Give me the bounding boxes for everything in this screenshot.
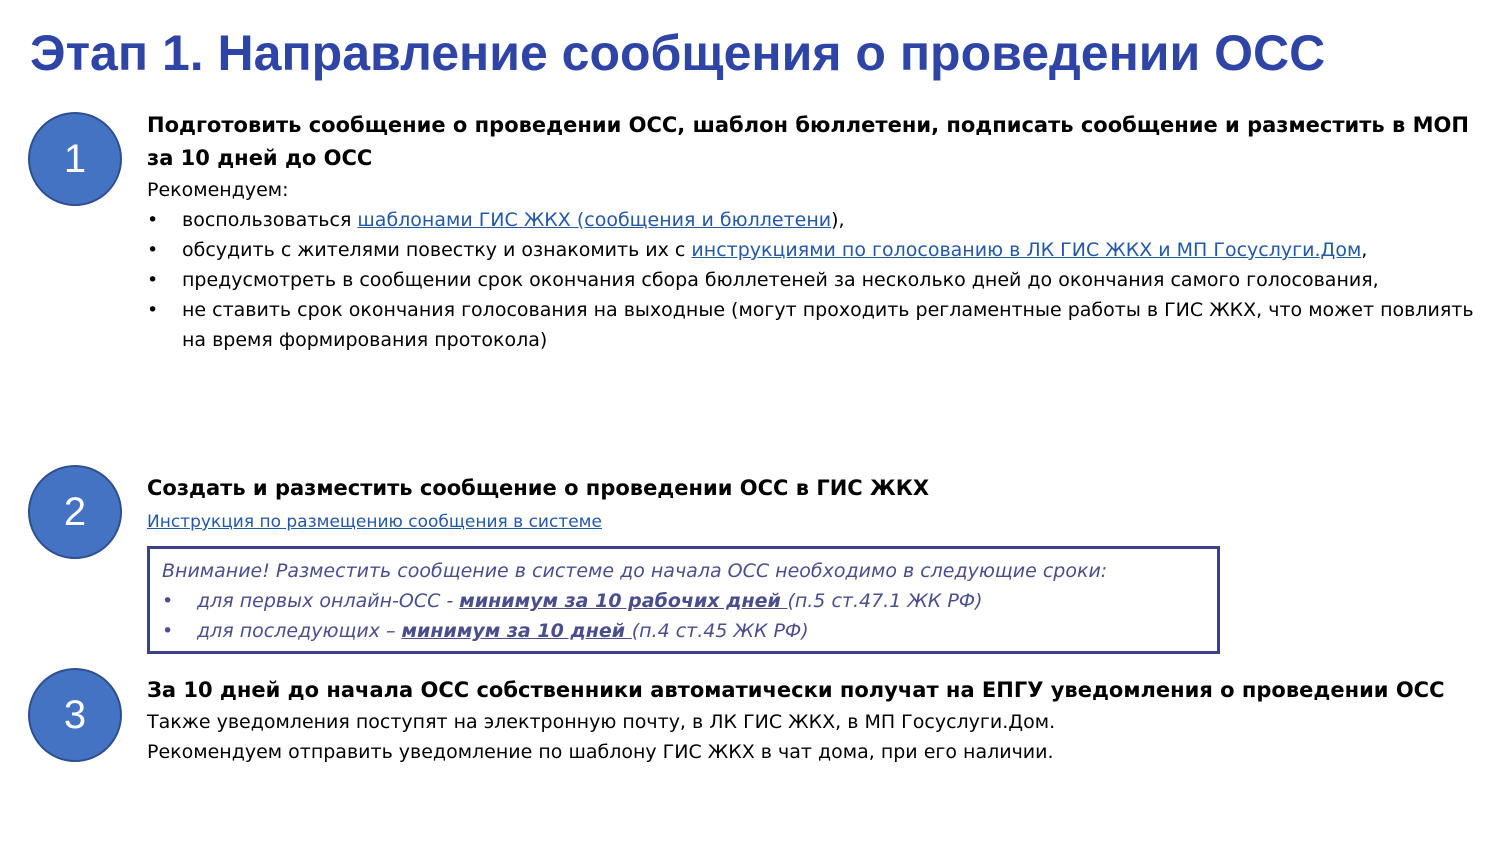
notice-title: Внимание! Разместить сообщение в системе до начала ОСС необходимо в следующие сроки: xyxy=(162,560,1108,582)
notice-item xyxy=(162,586,1205,616)
step-1-recommend: Рекомендуем: xyxy=(147,179,289,201)
list-item xyxy=(147,235,1482,265)
list-item: • не ставить срок окончания голосования на выходные (могут проходить регламентные работы в ГИС ЖКХ, что может повлиять на время формирования протокола) xyxy=(147,295,1482,355)
step-3 xyxy=(147,674,1482,767)
step-number-1: 1 xyxy=(28,112,122,206)
step-number-2: 2 xyxy=(28,465,122,559)
notice-box xyxy=(147,546,1220,654)
step-1 xyxy=(147,109,1482,355)
step-1-heading: Подготовить сообщение о проведении ОСС, шаблон бюллетени, подписать сообщение и разместить в МОП за 10 дней до ОСС xyxy=(147,113,1469,170)
posting-instruction-link[interactable]: Инструкция по размещению сообщения в системе xyxy=(147,512,602,532)
list-item xyxy=(147,205,1482,235)
page-title: Этап 1. Направление сообщения о проведении ОСС xyxy=(30,25,1326,81)
bullet-text: воспользоваться xyxy=(182,209,358,231)
list-item: • предусмотреть в сообщении срок окончания сбора бюллетеней за несколько дней до окончания самого голосования, xyxy=(147,265,1482,295)
notice-text: для последующих – xyxy=(197,620,402,642)
step-2 xyxy=(147,472,1482,535)
step-number-3: 3 xyxy=(28,668,122,762)
notice-emphasis: минимум за 10 дней xyxy=(401,620,632,642)
templates-link[interactable]: шаблонами ГИС ЖКХ (сообщения и бюллетени xyxy=(357,209,832,231)
notice-text: для первых онлайн-ОСС - xyxy=(197,590,460,612)
notice-ref: (п.5 ст.47.1 ЖК РФ) xyxy=(787,590,983,612)
bullet-text: обсудить с жителями повестку и ознакомить их с xyxy=(182,239,692,261)
step-2-heading: Создать и разместить сообщение о проведении ОСС в ГИС ЖКХ xyxy=(147,476,930,500)
step-1-bullets xyxy=(147,205,1482,355)
step-3-line-1: Также уведомления поступят на электронную почту, в ЛК ГИС ЖКХ, в МП Госуслуги.Дом. xyxy=(147,711,1056,733)
voting-instructions-link[interactable]: инструкциями по голосованию в ЛК ГИС ЖКХ и МП Госуслуги.Дом xyxy=(691,239,1362,261)
bullet-text: , xyxy=(1361,239,1368,261)
notice-emphasis: минимум за 10 рабочих дней xyxy=(459,590,788,612)
notice-ref: (п.4 ст.45 ЖК РФ) xyxy=(631,620,809,642)
notice-item xyxy=(162,616,1205,646)
bullet-text: ), xyxy=(831,209,845,231)
step-3-heading: За 10 дней до начала ОСС собственники автоматически получат на ЕПГУ уведомления о проведении ОСС xyxy=(147,678,1445,702)
step-3-line-2: Рекомендуем отправить уведомление по шаблону ГИС ЖКХ в чат дома, при его наличии. xyxy=(147,741,1054,763)
